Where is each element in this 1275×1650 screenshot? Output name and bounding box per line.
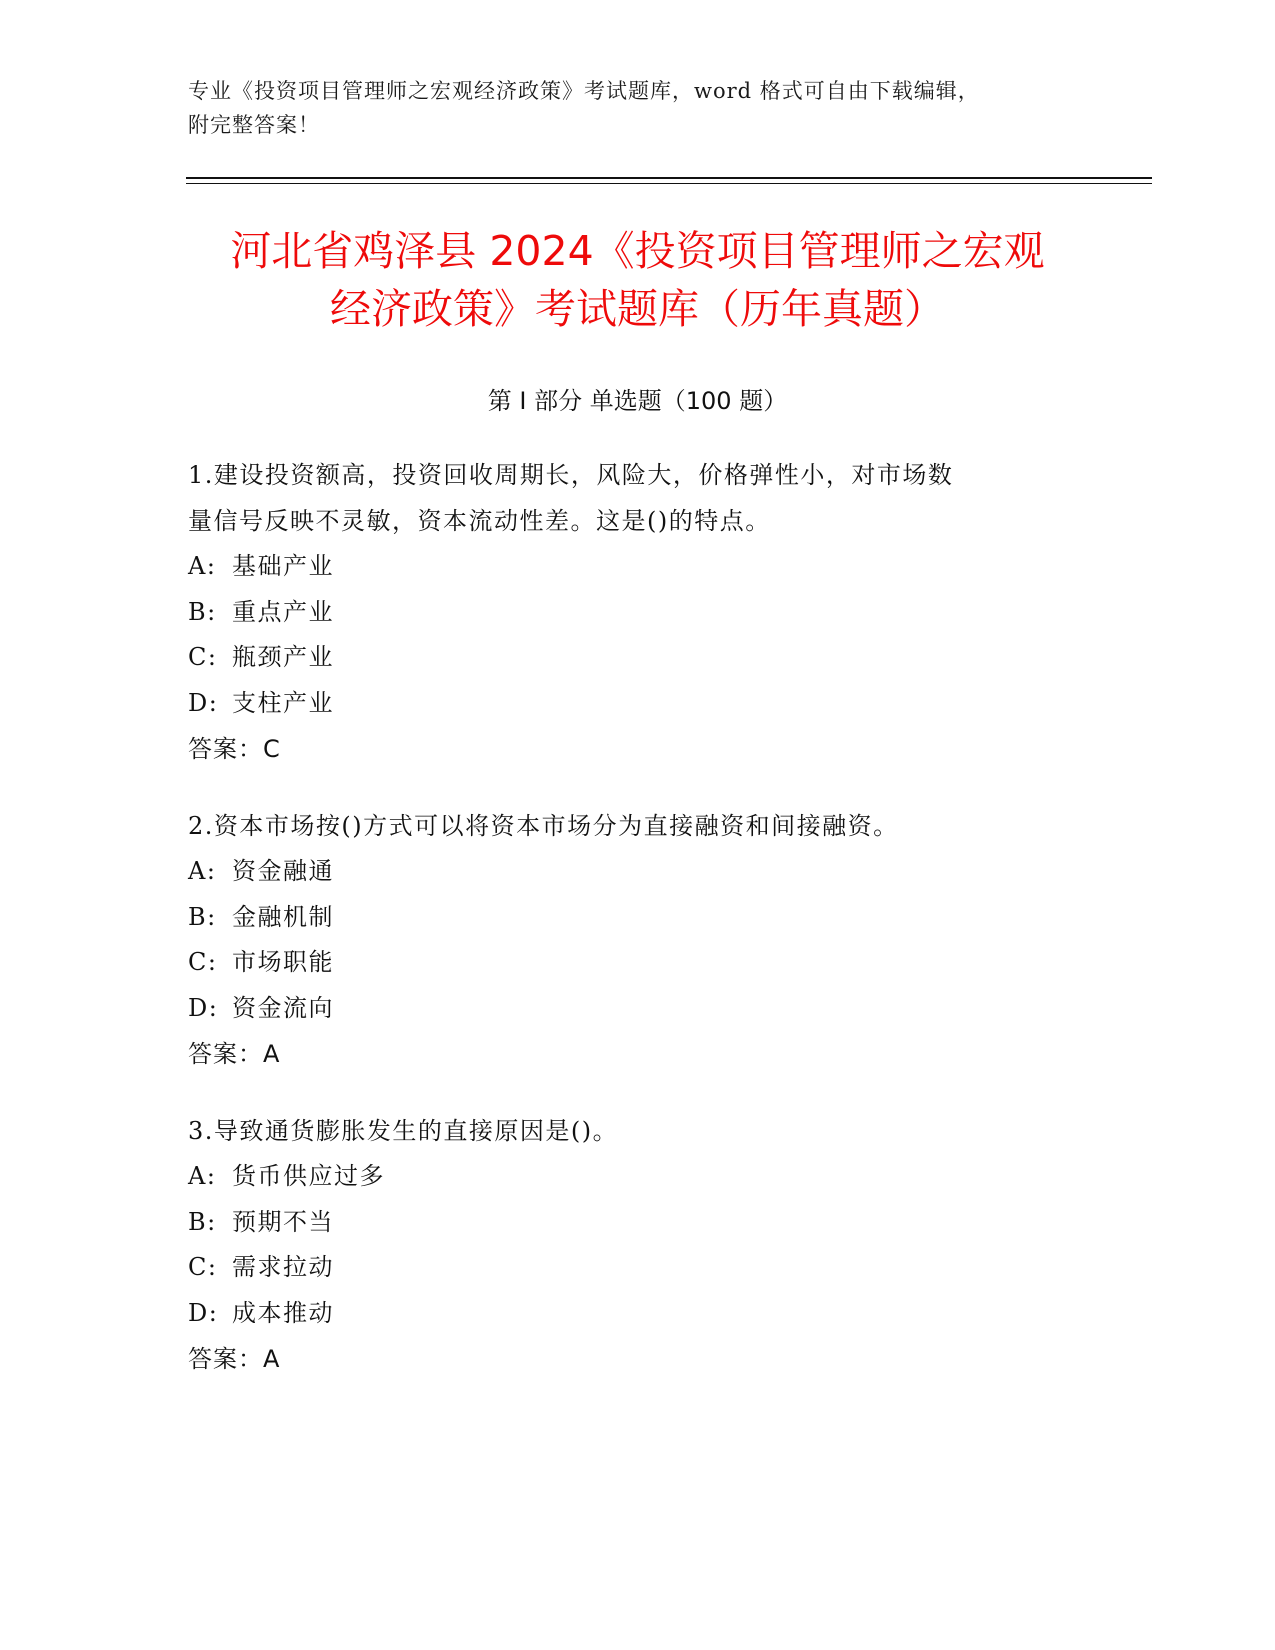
document-title [180, 222, 1095, 338]
option-letter: B: [188, 902, 217, 931]
option-text: 市场职能 [232, 948, 334, 976]
section-title: 第 I 部分 单选题（100 题） [487, 387, 788, 415]
header-note-line-1: 专业《投资项目管理师之宏观经济政策》考试题库，word 格式可自由下载编辑， [188, 79, 980, 103]
option-letter: B: [188, 1207, 217, 1236]
answer: 答案：C [188, 735, 281, 763]
option-letter: C: [188, 643, 218, 671]
option-c [188, 635, 1068, 681]
option-letter: D: [188, 993, 219, 1022]
option-text: 瓶颈产业 [232, 643, 334, 671]
option-letter: A: [188, 552, 217, 580]
option-d [188, 1291, 1068, 1337]
option-letter: C: [188, 1253, 218, 1281]
option-text: 预期不当 [232, 1207, 334, 1236]
option-c [188, 940, 1068, 986]
option-b [188, 895, 1068, 941]
answer: 答案：A [188, 1040, 281, 1068]
option-letter: D: [188, 688, 219, 717]
answer: 答案：A [188, 1345, 281, 1373]
header-divider-thick [186, 177, 1152, 179]
option-text: 基础产业 [232, 552, 334, 580]
option-letter: A: [188, 1162, 217, 1190]
option-d [188, 681, 1068, 727]
option-a [188, 544, 1068, 590]
option-a [188, 1154, 1068, 1200]
header-note [188, 74, 1088, 142]
header-divider-thin [186, 183, 1152, 184]
option-b [188, 1200, 1068, 1246]
question-stem-line-2: 量信号反映不灵敏，资本流动性差。这是()的特点。 [188, 507, 771, 535]
option-c [188, 1245, 1068, 1291]
document-title-line-2: 经济政策》考试题库（历年真题） [330, 285, 945, 333]
question-1 [188, 452, 1068, 772]
option-b [188, 590, 1068, 636]
option-letter: B: [188, 597, 217, 626]
option-letter: A: [188, 857, 217, 885]
option-text: 货币供应过多 [232, 1162, 385, 1190]
option-text: 资金流向 [232, 993, 334, 1022]
question-stem-line-1: 1.建设投资额高，投资回收周期长，风险大，价格弹性小，对市场数 [188, 461, 954, 489]
option-text: 金融机制 [232, 902, 334, 931]
option-letter: D: [188, 1298, 219, 1327]
option-a [188, 849, 1068, 895]
option-text: 支柱产业 [232, 688, 334, 717]
question-stem-line-1: 2.资本市场按()方式可以将资本市场分为直接融资和间接融资。 [188, 812, 899, 840]
question-stem-line-1: 3.导致通货膨胀发生的直接原因是()。 [188, 1117, 619, 1145]
option-text: 资金融通 [232, 857, 334, 885]
question-3 [188, 1108, 1068, 1382]
option-text: 需求拉动 [232, 1253, 334, 1281]
option-d [188, 986, 1068, 1032]
option-letter: C: [188, 948, 218, 976]
option-text: 成本推动 [232, 1298, 334, 1327]
question-2 [188, 803, 1068, 1077]
header-note-line-2: 附完整答案！ [188, 113, 320, 137]
option-text: 重点产业 [232, 597, 334, 626]
document-title-line-1: 河北省鸡泽县 2024《投资项目管理师之宏观 [230, 227, 1045, 275]
